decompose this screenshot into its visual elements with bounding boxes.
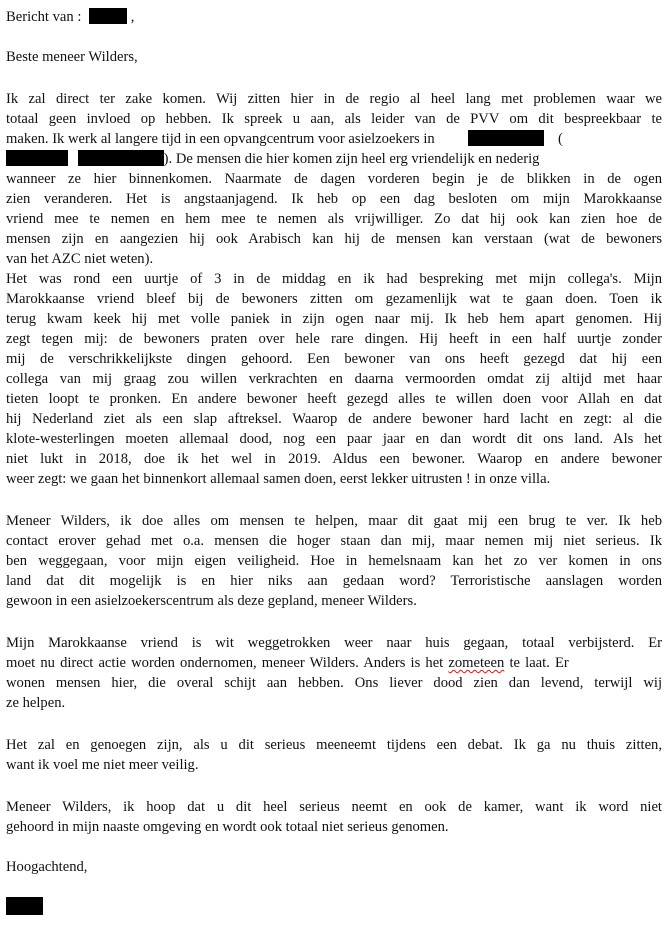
- paragraph-1-line-3-text: maken. Ik werk al langere tijd in een opvangcentrum voor asielzoekers in: [6, 131, 435, 147]
- redacted-word-2: [78, 150, 164, 166]
- paragraph-1-line-8: mensen zijn en aangezien hij ook Arabisch kan hij de mensen kan verstaan (wat de bewoners: [6, 231, 662, 247]
- paragraph-5-line-2: want ik voel me niet meer veilig.: [6, 757, 199, 773]
- paragraph-2-line-3: terug kwam keek hij met volle paniek in zijn ogen naar mij. Ik heb hem apart genomen. Hij: [6, 311, 662, 327]
- paragraph-2-line-4: zegt tegen mij: de bewoners praten over hele rare dingen. Hij heeft in een half uurtje zonder: [6, 331, 662, 347]
- paragraph-1-line-4-text: ). De mensen die hier komen zijn heel erg vriendelijk en nederig: [163, 151, 540, 167]
- redacted-word-1: [6, 150, 68, 166]
- paragraph-2-line-9: klote-westerlingen moeten allemaal dood, nog een paar jaar en dan wordt dit ons land. Als het: [6, 431, 662, 447]
- paragraph-3-line-2: contact erover gehad met o.a. mensen die hoger staan dan mij, maar nemen mij niet serieus. Ik: [6, 533, 662, 549]
- paragraph-3-line-4: land dat dit mogelijk is en hier niks aan gedaan word? Terroristische aanslagen worden: [6, 573, 662, 589]
- paragraph-2-line-7: tieten loopt te pronken. En andere bewoner heeft gezegd alles te willen doen voor Allah en dat: [6, 391, 662, 407]
- paragraph-1-line-4: [6, 149, 662, 170]
- paragraph-2-line-1: Het was rond een uurtje of 3 in de middag en ik had bespreking met mijn collega's. Mijn: [6, 271, 662, 287]
- paragraph-1-line-2: totaal geen invloed op hebben. Ik spreek u aan, als leider van de PVV om dit bespreekbaar te: [6, 111, 662, 127]
- paragraph-1-line-7: vriend mee te nemen en hem mee te nemen als vrijwilliger. Zo dat hij ook kan zien hoe de: [6, 211, 662, 227]
- header-prefix: Bericht van :: [6, 9, 82, 25]
- paragraph-4-line-1: Mijn Marokkaanse vriend is wit weggetrokken weer naar huis gegaan, totaal verbijsterd. Er: [6, 635, 662, 651]
- paragraph-1-line-5: wanneer ze hier binnenkomen. Naarmate de dagen vorderen begin je de blikken in de ogen: [6, 171, 662, 187]
- paragraph-4-line-3: wonen mensen hier, die overal schijt aan hebben. Ons liever dood zien dan levend, terwijl wij: [6, 675, 662, 691]
- paragraph-1-line-9: van het AZC niet weten).: [6, 251, 154, 267]
- paragraph-4-line-2-start: moet nu direct actie worden ondernomen, meneer Wilders. Anders is het: [6, 655, 444, 671]
- paragraph-3-line-1: Meneer Wilders, ik doe alles om mensen te helpen, maar dit gaat mij een brug te ver. Ik heb: [6, 513, 662, 529]
- paragraph-1-line-3: [6, 129, 662, 150]
- header-suffix: ,: [130, 9, 135, 25]
- paragraph-2-line-2: Marokkaanse vriend bleef bij de bewoners zitten om gezamenlijk wat te gaan doen. Toen ik: [6, 291, 662, 307]
- redacted-signature: [6, 897, 43, 915]
- closing: Hoogachtend,: [6, 859, 88, 875]
- redacted-sender-name: [89, 8, 127, 24]
- paragraph-5-line-1: Het zal en genoegen zijn, als u dit serieus meeneemt tijdens een debat. Ik ga nu thuis zitten,: [6, 737, 662, 753]
- paragraph-6-line-1: Meneer Wilders, ik hoop dat u dit heel serieus neemt en ook de kamer, want ik word niet: [6, 799, 662, 815]
- paragraph-4-line-2: [6, 653, 662, 674]
- paragraph-3-line-3: ben weggegaan, voor mijn eigen veiligheid. Hoe in hemelsnaam kan het zo ver komen in ons: [6, 553, 662, 569]
- paragraph-2-line-11: weer zegt: we gaan het binnenkort allemaal samen doen, eerst lekker uitrusten ! in onze villa.: [6, 471, 551, 487]
- paragraph-4-line-2-end: te laat. Er: [504, 655, 569, 671]
- letter-header: [6, 7, 662, 28]
- redacted-location: [468, 130, 544, 146]
- open-paren: (: [558, 131, 563, 147]
- misspelled-word: zometeen: [448, 655, 505, 671]
- paragraph-6-line-2: gehoord in mijn naaste omgeving en wordt ook totaal niet serieus genomen.: [6, 819, 449, 835]
- salutation: Beste meneer Wilders,: [6, 49, 138, 65]
- paragraph-2-line-10: niet lukt in 2018, doe ik het wel in 2019. Aldus een bewoner. Waarop en andere bewoner: [6, 451, 662, 467]
- paragraph-3-line-5: gewoon in een asielzoekerscentrum als deze gepland, meneer Wilders.: [6, 593, 417, 609]
- paragraph-2-line-5: mij de verschrikkelijkste dingen gehoord. Een bewoner van ons heeft gezegd dat hij een: [6, 351, 662, 367]
- paragraph-1-line-1: Ik zal direct ter zake komen. Wij zitten hier in de regio al heel lang met problemen waar we: [6, 91, 662, 107]
- paragraph-2-line-8: hij Nederland ziet als een slap aftreksel. Waarop de andere bewoner hard lacht en zegt: al die: [6, 411, 662, 427]
- paragraph-2-line-6: collega van mij graag zou willen verkrachten en daarna vermoorden omdat zij altijd met haar: [6, 371, 662, 387]
- paragraph-4-line-4: ze helpen.: [6, 695, 66, 711]
- paragraph-1-line-6: zien veranderen. Het is angstaanjagend. Ik heb op een dag besloten om mijn Marokkaanse: [6, 191, 662, 207]
